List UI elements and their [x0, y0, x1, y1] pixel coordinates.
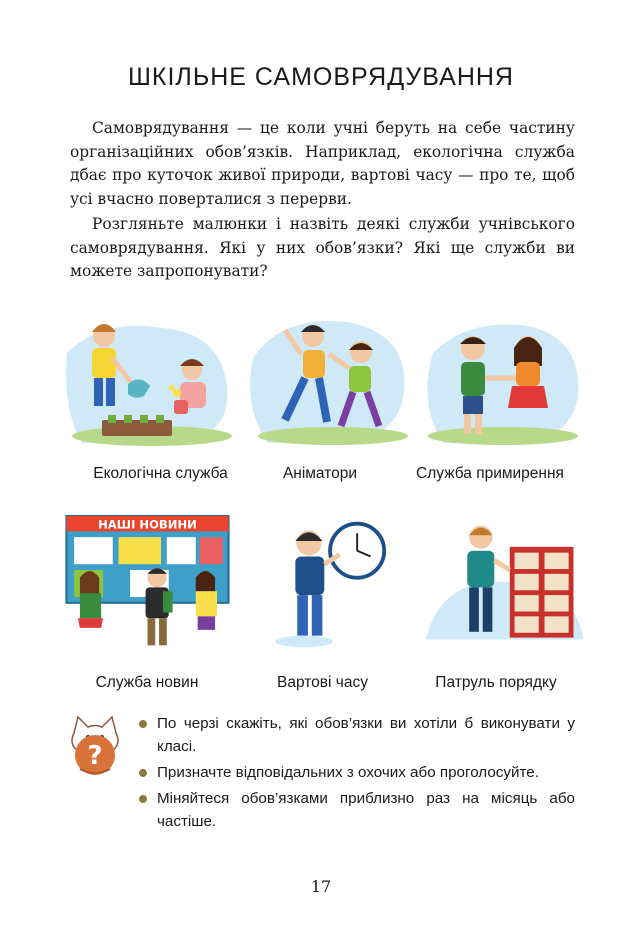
bullet-icon — [139, 795, 147, 803]
news-board-title: НАШІ НОВИНИ — [98, 517, 197, 532]
bullet-icon — [139, 769, 147, 777]
caption-news-service: Служба новин — [95, 674, 199, 691]
caption-animators: Аніматори — [282, 465, 358, 482]
list-item: Міняйтеся обов’язками приблизно раз на місяць або частіше. — [135, 787, 575, 833]
children-exercising-illustration — [243, 308, 413, 448]
cat-question-icon — [66, 713, 124, 777]
intro-paragraph: Самоврядування — це коли учні беруть на себе частину організаційних обов’язків. Наприклад, екологічна служба дбає про куточок живої природи, вартові часу — про те, щоб усі вчасно поверталися з перерви. — [70, 119, 575, 208]
caption-reconciliation-service: Служба примирення — [416, 465, 564, 482]
boy-with-lockers-illustration — [418, 514, 588, 654]
children-planting-illustration — [62, 308, 232, 448]
caption-order-patrol: Патруль порядку — [435, 674, 557, 691]
task-list — [135, 712, 575, 836]
caption-time-guards: Вартові часу — [277, 674, 368, 691]
caption-eco-service: Екологічна служба — [93, 465, 228, 482]
bullet-icon — [139, 720, 147, 728]
children-holding-hands-illustration — [418, 308, 588, 448]
task-paragraph: Розгляньте малюнки і назвіть деякі служби учнівського самоврядування. Які у них обов’язки? Які ще служби ви можете запропонувати? — [70, 215, 575, 280]
page-number: 17 — [310, 877, 332, 896]
page-title: ШКІЛЬНЕ САМОВРЯДУВАННЯ — [128, 62, 514, 91]
list-item: Призначте відповідальних з охочих або проголосуйте. — [135, 761, 575, 784]
list-item: По черзі скажіть, які обов’язки ви хотіли б виконувати у класі. — [135, 712, 575, 758]
news-board-illustration — [62, 514, 232, 654]
boy-with-clock-illustration — [248, 514, 418, 654]
question-mark: ? — [87, 741, 103, 771]
